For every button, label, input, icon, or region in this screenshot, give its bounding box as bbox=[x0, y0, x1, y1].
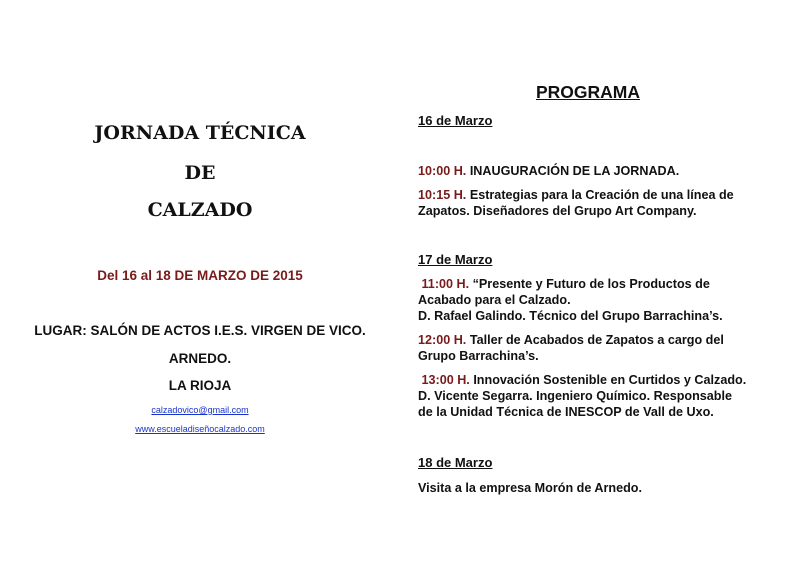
schedule-item bbox=[418, 332, 783, 364]
day-label: 17 de Marzo bbox=[418, 252, 493, 267]
venue-line-2: ARNEDO. bbox=[168, 351, 232, 366]
item-time: 13:00 H. bbox=[421, 373, 470, 387]
item-text: Grupo Barrachina’s. bbox=[418, 349, 539, 363]
program-title: PROGRAMA bbox=[536, 82, 641, 102]
website-link[interactable]: www.escueladiseñocalzado.com bbox=[135, 424, 265, 434]
item-text: Estrategias para la Creación de una línea de bbox=[469, 188, 734, 202]
item-time: 10:00 H. bbox=[418, 164, 467, 178]
item-time: 10:15 H. bbox=[418, 188, 467, 202]
item-text: Taller de Acabados de Zapatos a cargo del bbox=[469, 333, 724, 347]
schedule-item bbox=[418, 187, 783, 219]
schedule-item bbox=[418, 163, 783, 179]
event-title-line-1: JORNADA TÉCNICA bbox=[94, 122, 306, 144]
item-text: Zapatos. Diseñadores del Grupo Art Company. bbox=[418, 204, 697, 218]
item-time: 11:00 H. bbox=[421, 277, 470, 291]
item-text: Acabado para el Calzado. bbox=[418, 293, 571, 307]
event-dates: Del 16 al 18 DE MARZO DE 2015 bbox=[97, 268, 303, 283]
day-label: 18 de Marzo bbox=[418, 455, 493, 470]
venue-line-1: LUGAR: SALÓN DE ACTOS I.E.S. VIRGEN DE VICO. bbox=[34, 323, 366, 338]
item-text: “Presente y Futuro de los Productos de bbox=[472, 277, 710, 291]
venue-line-3: LA RIOJA bbox=[168, 378, 232, 393]
schedule-item bbox=[418, 276, 783, 324]
item-time: 12:00 H. bbox=[418, 333, 467, 347]
event-title-line-3: CALZADO bbox=[147, 199, 253, 221]
item-text: D. Rafael Galindo. Técnico del Grupo Barrachina’s. bbox=[418, 309, 723, 323]
day-label: 16 de Marzo bbox=[418, 113, 493, 128]
item-text: Visita a la empresa Morón de Arnedo. bbox=[418, 481, 642, 495]
item-text: Innovación Sostenible en Curtidos y Calzado. bbox=[473, 373, 747, 387]
event-title-line-2: DE bbox=[184, 162, 216, 184]
email-link[interactable]: calzadovico@gmail.com bbox=[151, 405, 249, 415]
item-text: de la Unidad Técnica de INESCOP de Vall de Uxo. bbox=[418, 405, 714, 419]
item-text: INAUGURACIÓN DE LA JORNADA. bbox=[469, 164, 680, 178]
schedule-item bbox=[418, 372, 783, 420]
schedule-item bbox=[418, 480, 783, 496]
item-text: D. Vicente Segarra. Ingeniero Químico. Responsable bbox=[418, 389, 733, 403]
